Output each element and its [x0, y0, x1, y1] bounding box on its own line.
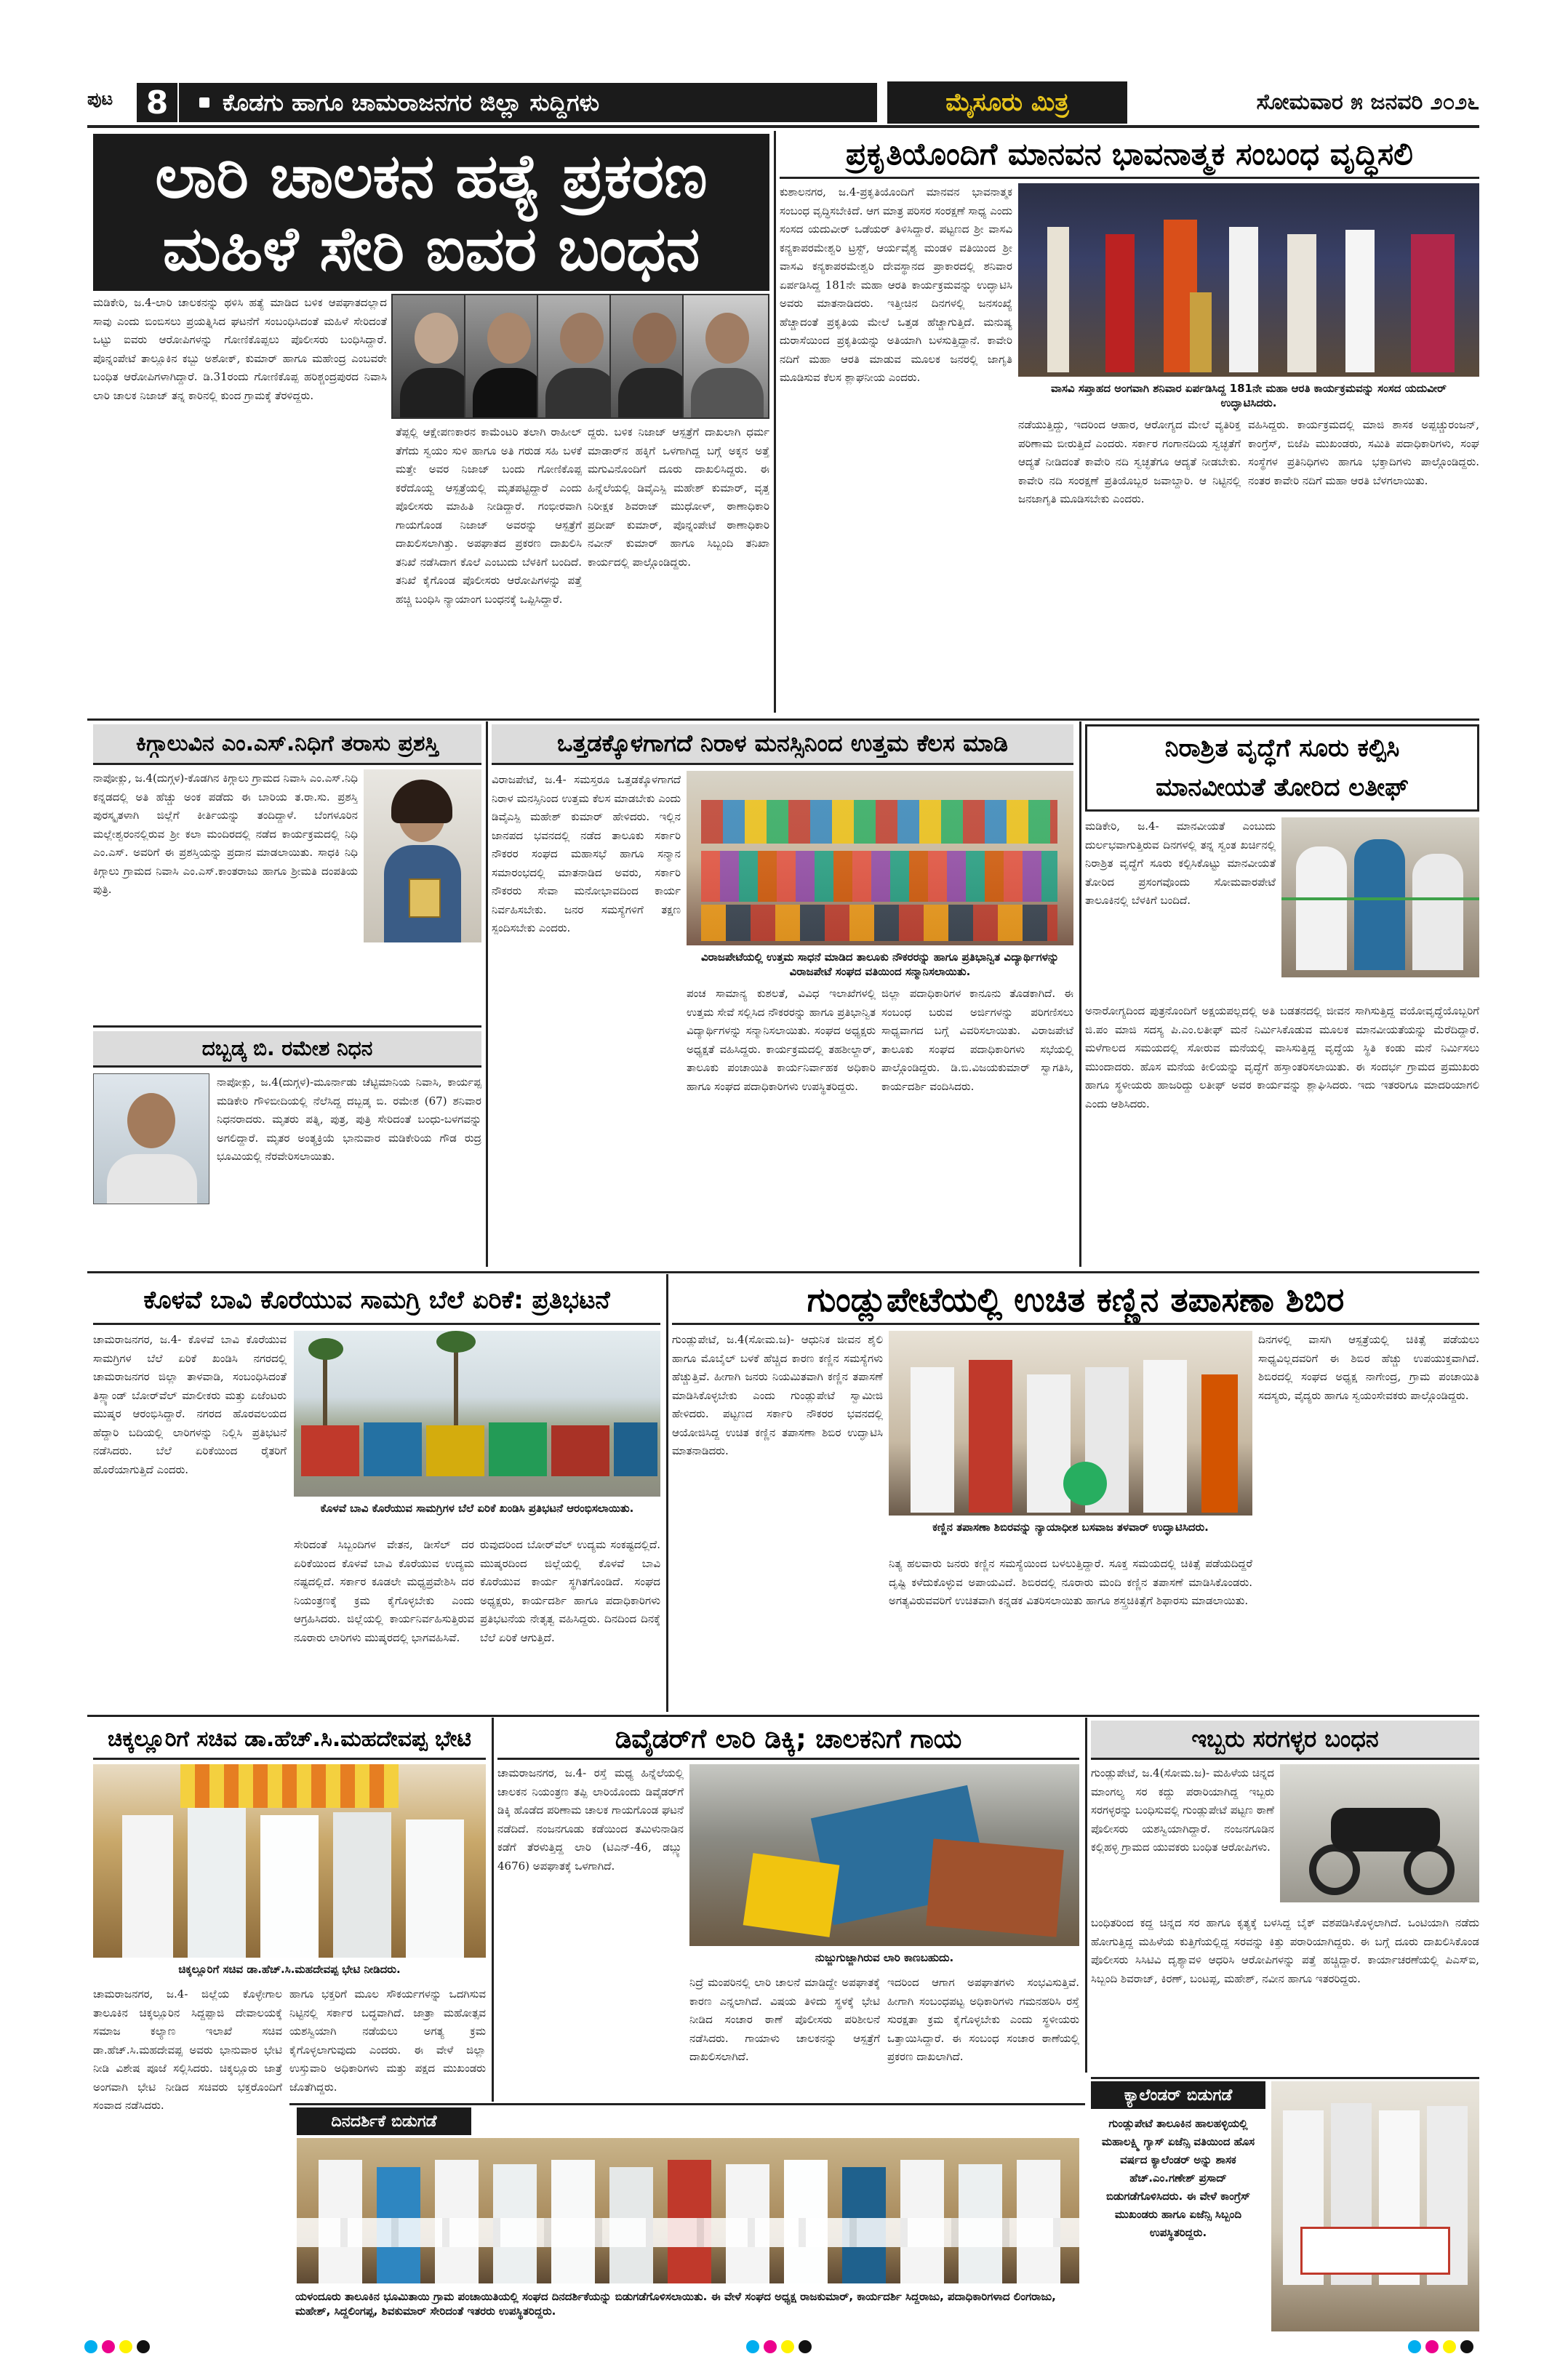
lateef-house-photo: [1281, 817, 1479, 977]
lorry-photo-caption: ನುಜ್ಜುಗುಜ್ಜಾಗಿರುವ ಲಾರಿ ಕಾಣಬಹುದು.: [689, 1947, 1079, 1969]
mahaarati-photo-caption: ವಾಸವಿ ಸಪ್ತಾಹದ ಅಂಗವಾಗಿ ಶನಿವಾರ ಏರ್ಪಡಿಸಿದ್ದ 181ನೇ ಮಹಾ ಆರತಿ ಕಾರ್ಯಕ್ರಮವನ್ನು ಸಂಸದ ಯದುವೀರ್ ಉದ್ಘಾಟಿಸಿದರು.: [1018, 378, 1479, 413]
divider-col1: ಚಾಮರಾಜನಗರ, ಜ.4- ರಸ್ತೆ ಮಧ್ಯ ಹಿನ್ನೆಲೆಯಲ್ಲಿ ಚಾಲಕನ ನಿಯಂತ್ರಣ ತಪ್ಪಿ ಲಾರಿಯೊಂದು ಡಿವೈಡರ್‌ಗೆ ಡಿಕ್ಕಿ ಹೊಡೆದ ಪರಿಣಾಮ ಚಾಲಕ ಗಾಯಗೊಂಡ ಘಟನೆ ನಡೆದಿದೆ. ನಂಜನಗೂಡು ಕಡೆಯಿಂದ ತಮಿಳುನಾಡಿನ ಕಡೆಗೆ ತೆರಳುತ್ತಿದ್ದ ಲಾರಿ (ಟಿಎನ್-46, ಡಬ್ಲ್ಯು 4676) ಅಪಘಾತಕ್ಕೆ ಒಳಗಾಗಿದೆ.: [497, 1766, 684, 1873]
borewell-headline: ಕೊಳವೆ ಬಾವಿ ಕೊರೆಯುವ ಸಾಮಗ್ರಿ ಬೆಲೆ ಏರಿಕೆ: ಪ್ರತಿಭಟನೆ: [93, 1277, 660, 1325]
eye-camp-col2: ನಿತ್ಯ ಹಲವಾರು ಜನರು ಕಣ್ಣಿನ ಸಮಸ್ಯೆಯಿಂದ ಬಳಲುತ್ತಿದ್ದಾರೆ. ಸೂಕ್ತ ಸಮಯದಲ್ಲಿ ಚಿಕಿತ್ಸೆ ಪಡೆಯದಿದ್ದರೆ ದೃಷ್ಟಿ ಕಳೆದುಕೊಳ್ಳುವ ಅಪಾಯವಿದೆ. ಶಿಬಿರದಲ್ಲಿ ನೂರಾರು ಮಂದಿ ಕಣ್ಣಿನ ತಪಾಸಣೆ ಮಾಡಿಸಿಕೊಂಡರು. ಅಗತ್ಯವಿರುವವರಿಗೆ ಉಚಿತವಾಗಿ ಕನ್ನಡಕ ವಿತರಿಸಲಾಯಿತು ಹಾಗೂ ಶಸ್ತ್ರಚಿಕಿತ್ಸೆಗೆ ಶಿಫಾರಸು ಮಾಡಲಾಯಿತು.: [889, 1557, 1252, 1607]
registration-dot-black: [137, 2340, 150, 2353]
registration-dot-yellow: [1443, 2340, 1456, 2353]
calendar-release-label: ಕ್ಯಾಲೆಂಡರ್ ಬಿಡುಗಡೆ: [1091, 2081, 1265, 2109]
diary-release-label: ದಿನದರ್ಶಿಕೆ ಬಿಡುಗಡೆ: [297, 2107, 471, 2135]
ottadakko-col1: ವಿರಾಜಪೇಟೆ, ಜ.4- ಸಮಸ್ತರೂ ಒತ್ತಡಕ್ಕೊಳಗಾಗದೆ ನಿರಾಳ ಮನಸ್ಸಿನಿಂದ ಉತ್ತಮ ಕೆಲಸ ಮಾಡಬೇಕು ಎಂದು ಡಿವೈಎಸ್ಪಿ ಮಹೇಶ್ ಕುಮಾರ್ ಹೇಳಿದರು. ಇಲ್ಲಿನ ಜಾನಪದ ಭವನದಲ್ಲಿ ನಡೆದ ತಾಲೂಕು ಸರ್ಕಾರಿ ನೌಕರರ ಸಂಘದ ಮಹಾಸಭೆ ಹಾಗೂ ಸನ್ಮಾನ ಸಮಾರಂಭದಲ್ಲಿ ಮಾತನಾಡಿದ ಅವರು, ಸರ್ಕಾರಿ ನೌಕರರು ಸೇವಾ ಮನೋಭಾವದಿಂದ ಕಾರ್ಯ ನಿರ್ವಹಿಸಬೇಕು. ಜನರ ಸಮಸ್ಯೆಗಳಿಗೆ ತಕ್ಷಣ ಸ್ಪಂದಿಸಬೇಕು ಎಂದರು.: [492, 773, 681, 934]
obituary-headline: ದಬ್ಬಡ್ಕ ಬಿ. ರಮೇಶ ನಿಧನ: [93, 1031, 481, 1068]
column-rule: [486, 721, 488, 1267]
lead-story-col3: ದ್ದರು. ಬಳಿಕ ನಿಜಾಜ್ ಆಸ್ಪತ್ರೆಗೆ ದಾಖಲಾಗಿ ಧರ್ಮ ಮಾಡಾರ್‌ನ ಹಕ್ಕಿಗೆ ಒಳಗಾಗಿದ್ದ ಬಗ್ಗೆ ಅಕ್ಕನ ಅತ್ತೆ ಮಗುವಿನೊಂದಿಗೆ ದೂರು ದಾಖಲಿಸಿದ್ದರು. ಈ ಹಿನ್ನೆಲೆಯಲ್ಲಿ ಡಿವೈಎಸ್ಪಿ ಮಹೇಶ್ ಕುಮಾರ್, ವೃತ್ತ ನಿರೀಕ್ಷಕ ಶಿವರಾಜ್ ಮುಧೋಳ್, ಠಾಣಾಧಿಕಾರಿ ಪ್ರದೀಪ್ ಕುಮಾರ್, ಪೊನ್ನಂಪೇಟೆ ಠಾಣಾಧಿಕಾರಿ ನವೀನ್ ಕುಮಾರ್ ಹಾಗೂ ಸಿಬ್ಬಂದಿ ತನಿಖಾ ಕಾರ್ಯದಲ್ಲಿ ಪಾಲ್ಗೊಂಡಿದ್ದರು.: [588, 425, 769, 569]
section-bullet-icon: [199, 97, 209, 108]
registration-dot-black: [1460, 2340, 1473, 2353]
eye-camp-photo: [889, 1331, 1252, 1516]
ottadakko-headline: ಒತ್ತಡಕ್ಕೊಳಗಾಗದೆ ನಿರಾಳ ಮನಸ್ಸಿನಿಂದ ಉತ್ತಮ ಕೆಲಸ ಮಾಡಿ: [492, 724, 1073, 765]
minister-photo-caption: ಚಿಕ್ಕಲ್ಲೂರಿಗೆ ಸಚಿವ ಡಾ.ಹೆಚ್.ಸಿ.ಮಹದೇವಪ್ಪ ಭೇಟಿ ನೀಡಿದರು.: [93, 1959, 486, 1981]
lateef-wide-text: ಅನಾರೋಗ್ಯದಿಂದ ಪುತ್ರನೊಂದಿಗೆ ಅಕ್ಷಯಪಲ್ಲದಲ್ಲಿ ಅತಿ ಬಡತನದಲ್ಲಿ ಜೀವನ ಸಾಗಿಸುತ್ತಿದ್ದ ವಯೋವೃದ್ಧೆಯೊಬ್ಬರಿಗೆ ಜಿ.ಪಂ ಮಾಜಿ ಸದಸ್ಯ ಪಿ.ಎಂ.ಲತೀಫ್ ಮನೆ ನಿರ್ಮಿಸಿಕೊಡುವ ಮೂಲಕ ಮಾನವೀಯತೆಯನ್ನು ಮೆರೆದಿದ್ದಾರೆ. ಮಳೆಗಾಲದ ಸಮಯದಲ್ಲಿ ಸೋರುವ ಮನೆಯಲ್ಲಿ ವಾಸಿಸುತ್ತಿದ್ದ ವೃದ್ಧೆಯ ಸ್ಥಿತಿ ಕಂಡು ಮನೆ ನಿರ್ಮಿಸಲು ಮುಂದಾದರು. ಹೊಸ ಮನೆಯ ಕೀಲಿಯನ್ನು ವೃದ್ಧೆಗೆ ಹಸ್ತಾಂತರಿಸಲಾಯಿತು. ಈ ಸಂದರ್ಭ ಗ್ರಾಮದ ಪ್ರಮುಖರು ಹಾಗೂ ಸ್ಥಳೀಯರು ಹಾಜರಿದ್ದು ಲತೀಫ್ ಅವರ ಕಾರ್ಯವನ್ನು ಶ್ಲಾಘಿಸಿದರು. ಇದು ಇತರರಿಗೂ ಮಾದರಿಯಾಗಲಿ ಎಂದು ಆಶಿಸಿದರು.: [1085, 1004, 1479, 1110]
registration-dot-cyan: [84, 2340, 97, 2353]
page-number-badge: 8: [137, 83, 177, 122]
column-rule: [492, 1718, 494, 2102]
section-title: [179, 83, 877, 122]
calendar-release-text: ಗುಂಡ್ಲುಪೇಟೆ ತಾಲೂಕಿನ ಹಾಲಹಳ್ಳಿಯಲ್ಲಿ ಮಹಾಲಕ್ಷ್ಮಿ ಗ್ಯಾಸ್ ಏಜೆನ್ಸಿ ವತಿಯಿಂದ ಹೊಸ ವರ್ಷದ ಕ್ಯಾಲೆಂಡರ್ ಅನ್ನು ಶಾಸಕ ಹೆಚ್.ಎಂ.ಗಣೇಶ್ ಪ್ರಸಾದ್ ಬಿಡುಗಡೆಗೊಳಿಸಿದರು. ಈ ವೇಳೆ ಕಾಂಗ್ರೆಸ್ ಮುಖಂಡರು ಹಾಗೂ ಏಜೆನ್ಸಿ ಸಿಬ್ಬಂದಿ ಉಪಸ್ಥಿತರಿದ್ದರು.: [1091, 2112, 1265, 2331]
employees-group-photo: [687, 771, 1073, 945]
minister-visit-photo: [93, 1764, 486, 1958]
eye-camp-col1: ಗುಂಡ್ಲುಪೇಟೆ, ಜ.4(ಸೋಮ.ಜ)- ಆಧುನಿಕ ಜೀವನ ಶೈಲಿ ಹಾಗೂ ಮೊಬೈಲ್ ಬಳಕೆ ಹೆಚ್ಚಿದ ಕಾರಣ ಕಣ್ಣಿನ ಸಮಸ್ಯೆಗಳು ಹೆಚ್ಚುತ್ತಿವೆ. ಹೀಗಾಗಿ ಜನರು ನಿಯಮಿತವಾಗಿ ಕಣ್ಣಿನ ತಪಾಸಣೆ ಮಾಡಿಸಿಕೊಳ್ಳಬೇಕು ಎಂದು ಗುಂಡ್ಲುಪೇಟೆ ಸ್ವಾಮೀಜಿ ಹೇಳಿದರು. ಪಟ್ಟಣದ ಸರ್ಕಾರಿ ನೌಕರರ ಭವನದಲ್ಲಿ ಆಯೋಜಿಸಿದ್ದ ಉಚಿತ ಕಣ್ಣಿನ ತಪಾಸಣಾ ಶಿಬಿರ ಉದ್ಘಾಟಿಸಿ ಮಾತನಾಡಿದರು.: [672, 1333, 883, 1457]
diary-release-caption: ಯಳಂದೂರು ತಾಲೂಕಿನ ಭೂಮಿತಾಯಿ ಗ್ರಾಮ ಪಂಚಾಯಿತಿಯಲ್ಲಿ ಸಂಘದ ದಿನದರ್ಶಿಕೆಯನ್ನು ಬಿಡುಗಡೆಗೊಳಿಸಲಾಯಿತು. ಈ ವೇಳೆ ಸಂಘದ ಅಧ್ಯಕ್ಷ ರಾಜಕುಮಾರ್, ಕಾರ್ಯದರ್ಶಿ ಸಿದ್ದರಾಜು, ಪದಾಧಿಕಾರಿಗಳಾದ ಲಿಂಗರಾಜು, ಮಹೇಶ್, ಸಿದ್ದಲಿಂಗಪ್ಪ, ಶಿವಕುಮಾರ್ ಸೇರಿದಂತೆ ಇತರರು ಉಪಸ್ಥಿತರಿದ್ದರು.: [289, 2286, 1085, 2331]
mahaarati-photo: [1018, 183, 1479, 377]
borewell-col1: ಚಾಮರಾಜನಗರ, ಜ.4- ಕೊಳವೆ ಬಾವಿ ಕೊರೆಯುವ ಸಾಮಗ್ರಿಗಳ ಬೆಲೆ ಏರಿಕೆ ಖಂಡಿಸಿ ನಗರದಲ್ಲಿ ಚಾಮರಾಜನಗರ ಜಿಲ್ಲಾ ತಾಳವಾಡಿ, ಸಂಬಂಧಿಸಿದಂತೆ ತಿಸ್ಲ್ಯಾಂಡ್ ಬೋರ್‌ವೆಲ್ ಮಾಲೀಕರು ಮತ್ತು ಏಜೆಂಟರು ಮುಷ್ಕರ ಆರಂಭಿಸಿದ್ದಾರೆ. ನಗರದ ಹೊರವಲಯದ ಹೆದ್ದಾರಿ ಬದಿಯಲ್ಲಿ ಲಾರಿಗಳನ್ನು ನಿಲ್ಲಿಸಿ ಪ್ರತಿಭಟನೆ ನಡೆಸಿದರು. ಬೆಲೆ ಏರಿಕೆಯಿಂದ ರೈತರಿಗೆ ಹೊರೆಯಾಗುತ್ತಿದೆ ಎಂದರು.: [93, 1333, 287, 1476]
column-rule: [1079, 721, 1081, 1267]
registration-dot-cyan: [746, 2340, 759, 2353]
lead-headline-line1: ಲಾರಿ ಚಾಲಕನ ಹತ್ಯೆ ಪ್ರಕರಣ: [155, 140, 708, 212]
minister-headline: ಚಿಕ್ಕಲ್ಲೂರಿಗೆ ಸಚಿವ ಡಾ.ಹೆಚ್.ಸಿ.ಮಹದೇವಪ್ಪ ಭೇಟಿ: [93, 1721, 486, 1760]
nature-story-col2: ನಡೆಯುತ್ತಿದ್ದು, ಇದರಿಂದ ಆಹಾರ, ಆರೋಗ್ಯದ ಮೇಲೆ ವ್ಯತಿರಿಕ್ತ ಪರಿಣಾಮ ಬೀರುತ್ತಿದೆ ಎಂದರು. ಸರ್ಕಾರ ಗಂಗಾನದಿಯ ಸ್ವಚ್ಛತೆಗೆ ಆದ್ಯತೆ ನೀಡಿದಂತೆ ಕಾವೇರಿ ನದಿ ಸ್ವಚ್ಛತೆಗೂ ಆದ್ಯತೆ ನೀಡಬೇಕು. ಕಾವೇರಿ ನದಿ ಸಂರಕ್ಷಣೆ ಪ್ರತಿಯೊಬ್ಬರ ಜವಾಬ್ದಾರಿ. ಆ ನಿಟ್ಟಿನಲ್ಲಿ ಜನಜಾಗೃತಿ ಮೂಡಿಸಬೇಕು ಎಂದರು.: [1018, 418, 1241, 505]
issue-date: ಸೋಮವಾರ ೫ ಜನವರಿ ೨೦೨೬: [1256, 89, 1479, 115]
paper-name: ಮೈಸೂರು ಮಿತ್ರ: [945, 88, 1069, 117]
lorry-accident-photo: [689, 1764, 1079, 1946]
obituary-rule: [93, 1025, 481, 1028]
diary-rule: [289, 2103, 1085, 2105]
section-rule-2: [87, 1271, 1479, 1273]
registration-dot-yellow: [781, 2340, 794, 2353]
page-label: ಪುಟ: [87, 89, 113, 109]
nature-story-col3: ವಹಿಸಿದ್ದರು. ಕಾರ್ಯಕ್ರಮದಲ್ಲಿ ಮಾಜಿ ಶಾಸಕ ಅಪ್ಪಚ್ಚುರಂಜನ್, ಕಾಂಗ್ರೆಸ್, ಬಿಜೆಪಿ ಮುಖಂಡರು, ಸಮಿತಿ ಪದಾಧಿಕಾರಿಗಳು, ಸಂಘ ಸಂಸ್ಥೆಗಳ ಪ್ರತಿನಿಧಿಗಳು ಹಾಗೂ ಭಕ್ತಾದಿಗಳು ಪಾಲ್ಗೊಂಡಿದ್ದರು. ನಂತರ ಕಾವೇರಿ ನದಿಗೆ ಮಹಾ ಆರತಿ ಬೆಳಗಲಾಯಿತು.: [1248, 418, 1479, 487]
lead-headline: [93, 134, 769, 291]
divider-col2: ನಿದ್ರೆ ಮಂಪರಿನಲ್ಲಿ ಲಾರಿ ಚಾಲನೆ ಮಾಡಿದ್ದೇ ಅಪಘಾತಕ್ಕೆ ಕಾರಣ ಎನ್ನಲಾಗಿದೆ. ವಿಷಯ ತಿಳಿದು ಸ್ಥಳಕ್ಕೆ ಭೇಟಿ ನೀಡಿದ ಸಂಚಾರ ಠಾಣೆ ಪೊಲೀಸರು ಪರಿಶೀಲನೆ ನಡೆಸಿದರು. ಗಾಯಾಳು ಚಾಲಕನನ್ನು ಆಸ್ಪತ್ರೆಗೆ ದಾಖಲಿಸಲಾಗಿದೆ.: [689, 1976, 880, 2063]
divider-col3: ಇದರಿಂದ ಆಗಾಗ ಅಪಘಾತಗಳು ಸಂಭವಿಸುತ್ತಿವೆ. ಹೀಗಾಗಿ ಸಂಬಂಧಪಟ್ಟ ಅಧಿಕಾರಿಗಳು ಗಮನಹರಿಸಿ ರಸ್ತೆ ಸುರಕ್ಷತಾ ಕ್ರಮ ಕೈಗೊಳ್ಳಬೇಕು ಎಂದು ಸ್ಥಳೀಯರು ಒತ್ತಾಯಿಸಿದ್ದಾರೆ. ಈ ಸಂಬಂಧ ಸಂಚಾರ ಠಾಣೆಯಲ್ಲಿ ಪ್ರಕರಣ ದಾಖಲಾಗಿದೆ.: [887, 1976, 1079, 2063]
nidhi-portrait: [364, 769, 481, 942]
minister-col1: ಚಾಮರಾಜನಗರ, ಜ.4- ಜಿಲ್ಲೆಯ ಕೊಳ್ಳೇಗಾಲ ತಾಲೂಕಿನ ಚಿಕ್ಕಲ್ಲೂರಿನ ಸಿದ್ದಪ್ಪಾಜಿ ದೇವಾಲಯಕ್ಕೆ ಸಮಾಜ ಕಲ್ಯಾಣ ಇಲಾಖೆ ಸಚಿವ ಡಾ.ಹೆಚ್.ಸಿ.ಮಹದೇವಪ್ಪ ಅವರು ಭಾನುವಾರ ಭೇಟಿ ನೀಡಿ ವಿಶೇಷ ಪೂಜೆ ಸಲ್ಲಿಸಿದರು. ಚಿಕ್ಕಲ್ಲೂರು ಜಾತ್ರೆ ಅಂಗವಾಗಿ ಭೇಟಿ ನೀಡಿದ ಸಚಿವರು ಭಕ್ತರೊಂದಿಗೆ ಸಂವಾದ ನಡೆಸಿದರು.: [93, 1987, 282, 2112]
column-rule: [666, 1274, 668, 1712]
ottadakko-col3: ಜಿಲ್ಲಾ ಪದಾಧಿಕಾರಿಗಳ ಕಾನೂನು ತೊಡಕಾಗಿದೆ. ಈ ಸಂಬಂಧ ಬರುವ ಅರ್ಜಿಗಳನ್ನು ಪರಿಗಣಿಸಲು ಸಾಧ್ಯವಾಗದ ಬಗ್ಗೆ ವಿವರಿಸಲಾಯಿತು. ವಿರಾಜಪೇಟೆ ತಾಲೂಕು ಸಂಘದ ಪದಾಧಿಕಾರಿಗಳು ಸಭೆಯಲ್ಲಿ ಪಾಲ್ಗೊಂಡಿದ್ದರು. ಡಿ.ಬಿ.ವಿಜಯಕುಮಾರ್ ಸ್ವಾಗತಿಸಿ, ಕಾರ್ಯದರ್ಶಿ ವಂದಿಸಿದರು.: [881, 987, 1073, 1093]
employees-photo-caption: ವಿರಾಜಪೇಟೆಯಲ್ಲಿ ಉತ್ತಮ ಸಾಧನೆ ಮಾಡಿದ ತಾಲೂಕು ನೌಕರರನ್ನು ಹಾಗೂ ಪ್ರತಿಭಾನ್ವಿತ ವಿದ್ಯಾರ್ಥಿಗಳನ್ನು ವಿರಾಜಪೇಟೆ ಸಂಘದ ವತಿಯಿಂದ ಸನ್ಮಾನಿಸಲಾಯಿತು.: [687, 947, 1073, 982]
lateef-headline: [1085, 724, 1479, 812]
registration-dot-magenta: [1425, 2340, 1439, 2353]
borewell-photo-caption: ಕೊಳವೆ ಬಾವಿ ಕೊರೆಯುವ ಸಾಮಗ್ರಿಗಳ ಬೆಲೆ ಏರಿಕೆ ಖಂಡಿಸಿ ಪ್ರತಿಭಟನೆ ಆರಂಭಿಸಲಾಯಿತು.: [294, 1498, 660, 1533]
eye-camp-headline: ಗುಂಡ್ಲುಪೇಟೆಯಲ್ಲಿ ಉಚಿತ ಕಣ್ಣಿನ ತಪಾಸಣಾ ಶಿಬಿರ: [672, 1277, 1479, 1325]
section-rule-1: [87, 718, 1479, 721]
seized-bike-photo: [1280, 1764, 1479, 1902]
kirgaluvu-text-upper: ನಾಪೋಕ್ಲು, ಜ.4(ದುಗ್ಗಳ)-ಕೊಡಗಿನ ಕಿಗ್ಗಾಲು ಗ್ರಾಮದ ನಿವಾಸಿ ಎಂ.ಎಸ್.ನಿಧಿ ಕನ್ನಡದಲ್ಲಿ ಅತಿ ಹೆಚ್ಚು ಅಂಕ ಪಡೆದು ಈ ಬಾರಿಯ ತ.ರಾ.ಸು. ಪ್ರಶಸ್ತಿ ಪುರಸ್ಕೃತಳಾಗಿ ಜಿಲ್ಲೆಗೆ ಕೀರ್ತಿಯನ್ನು ತಂದಿದ್ದಾಳೆ. ಬೆಂಗಳೂರಿನ ಮಲ್ಲೇಶ್ವರಂನಲ್ಲಿರುವ ಶ್ರೀ ಕಲಾ ಮಂದಿರದಲ್ಲಿ ನಡೆದ ಕಾರ್ಯಕ್ರಮದಲ್ಲಿ ನಿಧಿ ಎಂ.ಎಸ್. ಅವರಿಗೆ ಈ ಪ್ರಶಸ್ತಿಯನ್ನು ಪ್ರದಾನ ಮಾಡಲಾಯಿತು. ಸಾಧಕಿ ನಿಧಿ ಕಿಗ್ಗಾಲು ಗ್ರಾಮದ ನಿವಾಸಿ ಎಂ.ಎಸ್.ಕಾಂತರಾಜು ಹಾಗೂ ಶ್ರೀಮತಿ ದಂಪತಿಯ ಪುತ್ರಿ.: [93, 772, 358, 896]
eye-camp-photo-caption: ಕಣ್ಣಿನ ತಪಾಸಣಾ ಶಿಬಿರವನ್ನು ನ್ಯಾಯಾಧೀಶ ಬಸವಾಜ ತಳವಾರ್ ಉದ್ಘಾಟಿಸಿದರು.: [889, 1517, 1252, 1552]
ottadakko-col2: ಪಂಚ ಸಾಮಾನ್ಯ ಕುಶಲತೆ, ವಿವಿಧ ಇಲಾಖೆಗಳಲ್ಲಿ ಉತ್ತಮ ಸೇವೆ ಸಲ್ಲಿಸಿದ ನೌಕರರನ್ನು ಹಾಗೂ ಪ್ರತಿಭಾನ್ವಿತ ವಿದ್ಯಾರ್ಥಿಗಳನ್ನು ಸನ್ಮಾನಿಸಲಾಯಿತು. ಸಂಘದ ಅಧ್ಯಕ್ಷರು ಅಧ್ಯಕ್ಷತೆ ವಹಿಸಿದ್ದರು. ಕಾರ್ಯಕ್ರಮದಲ್ಲಿ ತಹಶೀಲ್ದಾರ್, ತಾಲೂಕು ಪಂಚಾಯಿತಿ ಕಾರ್ಯನಿರ್ವಾಹಕ ಅಧಿಕಾರಿ ಹಾಗೂ ಸಂಘದ ಪದಾಧಿಕಾರಿಗಳು ಉಪಸ್ಥಿತರಿದ್ದರು.: [687, 987, 876, 1093]
nature-story-col1: ಕುಶಾಲನಗರ, ಜ.4-ಪ್ರಕೃತಿಯೊಂದಿಗೆ ಮಾನವನ ಭಾವನಾತ್ಮಕ ಸಂಬಂಧ ವೃದ್ಧಿಸಬೇಕಿದೆ. ಆಗ ಮಾತ್ರ ಪರಿಸರ ಸಂರಕ್ಷಣೆ ಸಾಧ್ಯ ಎಂದು ಸಂಸದ ಯದುವೀರ್ ಒಡೆಯರ್ ತಿಳಿಸಿದ್ದಾರೆ. ಪಟ್ಟಣದ ಶ್ರೀ ವಾಸವಿ ಕನ್ಯಕಾಪರಮೇಶ್ವರಿ ಟ್ರಸ್ಟ್, ಆರ್ಯವೈಶ್ಯ ಮಂಡಳಿ ವತಿಯಿಂದ ಶ್ರೀ ವಾಸವಿ ಕನ್ಯಕಾಪರಮೇಶ್ವರಿ ದೇವಸ್ಥಾನದ ಪ್ರಾಕಾರದಲ್ಲಿ ಶನಿವಾರ ಏರ್ಪಡಿಸಿದ್ದ 181ನೇ ಮಹಾ ಆರತಿ ಕಾರ್ಯಕ್ರಮವನ್ನು ಉದ್ಘಾಟಿಸಿ ಅವರು ಮಾತನಾಡಿದರು. ಇತ್ತೀಚಿನ ದಿನಗಳಲ್ಲಿ ಜನಸಂಖ್ಯೆ ಹೆಚ್ಚಾದಂತೆ ಪ್ರಕೃತಿಯ ಮೇಲೆ ಒತ್ತಡ ಹೆಚ್ಚಾಗುತ್ತಿದೆ. ಮನುಷ್ಯ ದುರಾಸೆಯಿಂದ ಪ್ರಕೃತಿಯನ್ನು ಅತಿಯಾಗಿ ಬಳಸುತ್ತಿದ್ದಾನೆ. ಕಾವೇರಿ ನದಿಗೆ ಮಹಾ ಆರತಿ ಮಾಡುವ ಮೂಲಕ ಜನರಲ್ಲಿ ಜಾಗೃತಿ ಮೂಡಿಸುವ ಕೆಲಸ ಶ್ಲಾಘನೀಯ ಎಂದರು.: [780, 185, 1012, 384]
accused-photo-5: [682, 294, 769, 419]
registration-dot-yellow: [119, 2340, 132, 2353]
lead-headline-line2: ಮಹಿಳೆ ಸೇರಿ ಐವರ ಬಂಧನ: [162, 213, 700, 284]
masthead-rule: [87, 125, 1479, 128]
calendar-release-photo: [1271, 2081, 1479, 2331]
borewell-col3: ರುವುದರಿಂದ ಬೋರ್‌ವೆಲ್ ಉದ್ಯಮ ಸಂಕಷ್ಟದಲ್ಲಿದೆ. ಮುಷ್ಕರದಿಂದ ಜಿಲ್ಲೆಯಲ್ಲಿ ಕೊಳವೆ ಬಾವಿ ಕೊರೆಯುವ ಕಾರ್ಯ ಸ್ಥಗಿತಗೊಂಡಿದೆ. ಸಂಘದ ಅಧ್ಯಕ್ಷರು, ಕಾರ್ಯದರ್ಶಿ ಹಾಗೂ ಪದಾಧಿಕಾರಿಗಳು ಪ್ರತಿಭಟನೆಯ ನೇತೃತ್ವ ವಹಿಸಿದ್ದರು. ದಿನದಿಂದ ದಿನಕ್ಕೆ ಬೆಲೆ ಏರಿಕೆ ಆಗುತ್ತಿದೆ.: [480, 1538, 660, 1644]
borewell-col2: ಸೇರಿದಂತೆ ಸಿಬ್ಬಂದಿಗಳ ವೇತನ, ಡೀಸೆಲ್ ದರ ಏರಿಕೆಯಿಂದ ಕೊಳವೆ ಬಾವಿ ಕೊರೆಯುವ ಉದ್ಯಮ ನಷ್ಟದಲ್ಲಿದೆ. ಸರ್ಕಾರ ಕೂಡಲೇ ಮಧ್ಯಪ್ರವೇಶಿಸಿ ದರ ನಿಯಂತ್ರಣಕ್ಕೆ ಕ್ರಮ ಕೈಗೊಳ್ಳಬೇಕು ಎಂದು ಆಗ್ರಹಿಸಿದರು. ಜಿಲ್ಲೆಯಲ್ಲಿ ಕಾರ್ಯನಿರ್ವಹಿಸುತ್ತಿರುವ ನೂರಾರು ಲಾರಿಗಳು ಮುಷ್ಕರದಲ್ಲಿ ಭಾಗವಹಿಸಿವೆ.: [294, 1538, 474, 1644]
thieves-headline: ಇಬ್ಬರು ಸರಗಳ್ಳರ ಬಂಧನ: [1091, 1721, 1479, 1760]
section-title-text: ಕೊಡಗು ಹಾಗೂ ಚಾಮರಾಜನಗರ ಜಿಲ್ಲಾ ಸುದ್ದಿಗಳು: [223, 88, 600, 116]
nature-headline: ಪ್ರಕೃತಿಯೊಂದಿಗೆ ಮಾನವನ ಭಾವನಾತ್ಮಕ ಸಂಬಂಧ ವೃದ್ಧಿಸಲಿ: [780, 131, 1479, 179]
divider-headline: ಡಿವೈಡರ್‌ಗೆ ಲಾರಿ ಡಿಕ್ಕಿ; ಚಾಲಕನಿಗೆ ಗಾಯ: [497, 1721, 1079, 1760]
column-rule: [1085, 1718, 1087, 2073]
section-rule-3: [87, 1715, 1479, 1717]
thieves-wide-text: ಬಂಧಿತರಿಂದ ಕದ್ದ ಚಿನ್ನದ ಸರ ಹಾಗೂ ಕೃತ್ಯಕ್ಕೆ ಬಳಸಿದ್ದ ಬೈಕ್ ವಶಪಡಿಸಿಕೊಳ್ಳಲಾಗಿದೆ. ಒಂಟಿಯಾಗಿ ನಡೆದು ಹೋಗುತ್ತಿದ್ದ ಮಹಿಳೆಯ ಕುತ್ತಿಗೆಯಲ್ಲಿದ್ದ ಸರವನ್ನು ಕಿತ್ತು ಪರಾರಿಯಾಗಿದ್ದರು. ಈ ಬಗ್ಗೆ ದೂರು ದಾಖಲಿಸಿಕೊಂಡ ಪೊಲೀಸರು ಸಿಸಿಟಿವಿ ದೃಶ್ಯಾವಳಿ ಆಧರಿಸಿ ಆರೋಪಿಗಳನ್ನು ಪತ್ತೆ ಹಚ್ಚಿದ್ದಾರೆ. ಕಾರ್ಯಾಚರಣೆಯಲ್ಲಿ ಪಿಎಸ್ಐ, ಸಿಬ್ಬಂದಿ ಶಿವರಾಜ್, ಕಿರಣ್, ಬಂಟಪ್ಪ, ಮಹೇಶ್, ನವೀನ ಹಾಗೂ ಇತರರಿದ್ದರು.: [1091, 1916, 1479, 1985]
lead-story-col2: ತೆಪ್ಪಲ್ಲಿ ಆಕ್ಷೇಪಣಕಾರನ ಕಾಮೆಂಟರಿ ತಲಾಗಿ ರಾಹೀಲ್ ತೆಗೆದು ಸ್ವಯಂ ಸುಳಿ ಹಾಗೂ ಅತಿ ಗರುಡ ಸಹಿ ಬಳಕೆ ಮತ್ತೇ ಅವರ ನಿಜಾಜ್ ಬಂದು ಗೋಣಿಕೊಪ್ಪ ಕರೆದೊಯ್ದ ಆಸ್ಪತ್ರೆಯಲ್ಲಿ ಮೃತಪಟ್ಟಿದ್ದಾರೆ ಎಂದು ಪೊಲೀಸರು ಮಾಹಿತಿ ನೀಡಿದ್ದಾರೆ. ಗಂಭೀರವಾಗಿ ಗಾಯಗೊಂಡ ನಿಜಾಜ್ ಅವರನ್ನು ಆಸ್ಪತ್ರೆಗೆ ದಾಖಲಿಸಲಾಗಿತ್ತು. ಅಪಘಾತದ ಪ್ರಕರಣ ದಾಖಲಿಸಿ ತನಿಖೆ ನಡೆಸಿದಾಗ ಕೊಲೆ ಎಂಬುದು ಬೆಳಕಿಗೆ ಬಂದಿದೆ. ತನಿಖೆ ಕೈಗೊಂಡ ಪೊಲೀಸರು ಆರೋಪಿಗಳನ್ನು ಪತ್ತೆ ಹಚ್ಚಿ ಬಂಧಿಸಿ ನ್ಯಾಯಾಂಗ ಬಂಧನಕ್ಕೆ ಒಪ್ಪಿಸಿದ್ದಾರೆ.: [396, 425, 582, 606]
kirgaluvu-headline: ಕಿಗ್ಗಾಲುವಿನ ಎಂ.ಎಸ್.ನಿಧಿಗೆ ತರಾಸು ಪ್ರಶಸ್ತಿ: [93, 724, 481, 765]
borewell-lorries-photo: [294, 1331, 660, 1497]
lead-story-intro: ಮಡಿಕೇರಿ, ಜ.4-ಲಾರಿ ಚಾಲಕನನ್ನು ಥಳಿಸಿ ಹತ್ಯೆ ಮಾಡಿದ ಬಳಿಕ ಆಪಘಾತದಲ್ಲಾದ ಸಾವು ಎಂದು ಬಿಂಬಿಸಲು ಪ್ರಯತ್ನಿಸಿದ ಘಟನೆಗೆ ಸಂಬಂಧಿಸಿದಂತೆ ಮಹಿಳೆ ಸೇರಿದಂತೆ ಒಟ್ಟು ಐವರು ಆರೋಪಿಗಳನ್ನು ಗೋಣಿಕೊಪ್ಪಲು ಪೊಲೀಸರು ಬಂಧಿಸಿದ್ದಾರೆ. ಪೊನ್ನಂಪೇಟೆ ತಾಲ್ಲೂಕಿನ ಕಬ್ಬು ಅಶೋಕ್, ಕುಮಾರ್ ಹಾಗೂ ಮಹೇಂದ್ರ ಎಂಬವರೇ ಬಂಧಿತ ಆರೋಪಿಗಳಾಗಿದ್ದಾರೆ. ಡಿ.31ರಂದು ಗೋಣಿಕೊಪ್ಪ ಹರಿಶ್ಚಂದ್ರಪುರದ ನಿವಾಸಿ ಲಾರಿ ಚಾಲಕ ನಿಜಾಜ್ ತನ್ನ ಕಾರಿನಲ್ಲಿ ಕುಂದ ಗ್ರಾಮಕ್ಕೆ ತೆರಳಿದ್ದರು.: [93, 296, 387, 402]
registration-dot-cyan: [1408, 2340, 1421, 2353]
ramesh-portrait: [93, 1073, 209, 1204]
accused-photos: [391, 294, 769, 419]
eye-camp-col3: ದಿನಗಳಲ್ಲಿ ವಾಸಗಿ ಆಸ್ಪತ್ರೆಯಲ್ಲಿ ಚಿಕಿತ್ಸೆ ಪಡೆಯಲು ಸಾಧ್ಯವಿಲ್ಲದವರಿಗೆ ಈ ಶಿಬಿರ ಹೆಚ್ಚು ಉಪಯುಕ್ತವಾಗಿದೆ. ಶಿಬಿರದಲ್ಲಿ ಸಂಘದ ಅಧ್ಯಕ್ಷ ನಾಗೇಂದ್ರ, ಗ್ರಾಮ ಪಂಚಾಯಿತಿ ಸದಸ್ಯರು, ವೈದ್ಯರು ಹಾಗೂ ಸ್ವಯಂಸೇವಕರು ಪಾಲ್ಗೊಂಡಿದ್ದರು.: [1258, 1333, 1479, 1402]
registration-dot-black: [799, 2340, 812, 2353]
lateef-headline-line2: ಮಾನವೀಯತೆ ತೋರಿದ ಲತೀಫ್: [1156, 773, 1409, 802]
paper-logo: [887, 81, 1127, 124]
registration-dot-magenta: [102, 2340, 115, 2353]
thieves-col1: ಗುಂಡ್ಲುಪೇಟೆ, ಜ.4(ಸೋಮ.ಜ)- ಮಹಿಳೆಯ ಚಿನ್ನದ ಮಾಂಗಲ್ಯ ಸರ ಕದ್ದು ಪರಾರಿಯಾಗಿದ್ದ ಇಬ್ಬರು ಸರಗಳ್ಳರನ್ನು ಬಂಧಿಸುವಲ್ಲಿ ಗುಂಡ್ಲುಪೇಟೆ ಪಟ್ಟಣ ಠಾಣೆ ಪೊಲೀಸರು ಯಶಸ್ವಿಯಾಗಿದ್ದಾರೆ. ನಂಜನಗೂಡಿನ ಕಲ್ಲಿಹಳ್ಳಿ ಗ್ರಾಮದ ಯುವಕರು ಬಂಧಿತ ಆರೋಪಿಗಳು.: [1091, 1766, 1274, 1854]
registration-dot-magenta: [764, 2340, 777, 2353]
obituary-text: ನಾಪೋಕ್ಲು, ಜ.4(ದುಗ್ಗಳ)-ಮೂರ್ನಾಡು ಚೆಟ್ಟಿಮಾನಿಯ ನಿವಾಸಿ, ಕಾರ್ಯಪ್ಪ ಮಡಿಕೇರಿ ಗೌಳಿಬೀದಿಯಲ್ಲಿ ನೆಲೆಸಿದ್ದ ದಬ್ಬಡ್ಕ ಬಿ. ರಮೇಶ (67) ಶನಿವಾರ ನಿಧನರಾದರು. ಮೃತರು ಪತ್ನಿ, ಪುತ್ರ, ಪುತ್ರಿ ಸೇರಿದಂತೆ ಬಂಧು-ಬಳಗವನ್ನು ಅಗಲಿದ್ದಾರೆ. ಮೃತರ ಅಂತ್ಯಕ್ರಿಯೆ ಭಾನುವಾರ ಮಡಿಕೇರಿಯ ಗೌಡ ರುದ್ರ ಭೂಮಿಯಲ್ಲಿ ನೆರವೇರಿಸಲಾಯಿತು.: [217, 1076, 481, 1163]
lateef-col1: ಮಡಿಕೇರಿ, ಜ.4- ಮಾನವೀಯತೆ ಎಂಬುದು ದುರ್ಲಭವಾಗುತ್ತಿರುವ ದಿನಗಳಲ್ಲಿ ತನ್ನ ಸ್ವಂತ ಖರ್ಚಿನಲ್ಲಿ ನಿರಾಶ್ರಿತ ವೃದ್ಧೆಗೆ ಸೂರು ಕಲ್ಪಿಸಿಕೊಟ್ಟು ಮಾನವೀಯತೆ ತೋರಿದ ಪ್ರಸಂಗವೊಂದು ಸೋಮವಾರಪೇಟೆ ತಾಲೂಕಿನಲ್ಲಿ ಬೆಳಕಿಗೆ ಬಂದಿದೆ.: [1085, 820, 1276, 907]
masthead: [87, 81, 1479, 124]
calendar-rule: [1091, 2077, 1479, 2079]
diary-release-photo: [297, 2138, 1079, 2283]
lateef-headline-line1: ನಿರಾಶ್ರಿತ ವೃದ್ಧೆಗೆ ಸೂರು ಕಲ್ಪಿಸಿ: [1164, 734, 1400, 763]
minister-col2: ಹಾಗೂ ಭಕ್ತರಿಗೆ ಮೂಲ ಸೌಕರ್ಯಗಳನ್ನು ಒದಗಿಸುವ ನಿಟ್ಟಿನಲ್ಲಿ ಸರ್ಕಾರ ಬದ್ಧವಾಗಿದೆ. ಜಾತ್ರಾ ಮಹೋತ್ಸವ ಯಶಸ್ವಿಯಾಗಿ ನಡೆಯಲು ಅಗತ್ಯ ಕ್ರಮ ಕೈಗೊಳ್ಳಲಾಗುವುದು ಎಂದರು. ಈ ವೇಳೆ ಜಿಲ್ಲಾ ಉಸ್ತುವಾರಿ ಅಧಿಕಾರಿಗಳು ಮತ್ತು ಪಕ್ಷದ ಮುಖಂಡರು ಜೊತೆಗಿದ್ದರು.: [289, 1987, 486, 2094]
column-rule: [774, 131, 776, 713]
